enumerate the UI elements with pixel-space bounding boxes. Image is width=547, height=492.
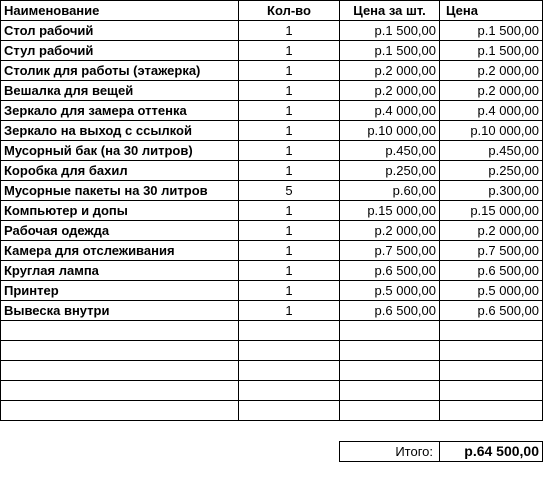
- item-qty-cell[interactable]: 1: [239, 81, 340, 101]
- item-total-cell[interactable]: р.300,00: [440, 181, 543, 201]
- empty-cell[interactable]: [1, 381, 239, 401]
- header-name[interactable]: Наименование: [1, 1, 239, 21]
- item-total-cell[interactable]: р.2 000,00: [440, 221, 543, 241]
- empty-row: [1, 361, 543, 381]
- item-name-cell[interactable]: Вывеска внутри: [1, 301, 239, 321]
- summary-label[interactable]: Итого:: [340, 442, 440, 462]
- empty-cell[interactable]: [340, 361, 440, 381]
- header-qty[interactable]: Кол-во: [239, 1, 340, 21]
- empty-cell[interactable]: [1, 401, 239, 421]
- table-row: [1, 181, 543, 201]
- empty-cell[interactable]: [239, 341, 340, 361]
- item-qty-cell[interactable]: 1: [239, 241, 340, 261]
- item-total-cell[interactable]: р.10 000,00: [440, 121, 543, 141]
- empty-row: [1, 381, 543, 401]
- item-name-cell[interactable]: Зеркало на выход с ссылкой: [1, 121, 239, 141]
- item-unit-price-cell[interactable]: р.1 500,00: [340, 41, 440, 61]
- table-row: [1, 161, 543, 181]
- empty-cell[interactable]: [239, 381, 340, 401]
- item-total-cell[interactable]: р.450,00: [440, 141, 543, 161]
- item-name-cell[interactable]: Круглая лампа: [1, 261, 239, 281]
- table-row: [1, 141, 543, 161]
- empty-cell[interactable]: [239, 321, 340, 341]
- item-name-cell[interactable]: Столик для работы (этажерка): [1, 61, 239, 81]
- item-qty-cell[interactable]: 1: [239, 101, 340, 121]
- item-unit-price-cell[interactable]: р.450,00: [340, 141, 440, 161]
- item-total-cell[interactable]: р.6 500,00: [440, 261, 543, 281]
- item-qty-cell[interactable]: 1: [239, 281, 340, 301]
- empty-cell[interactable]: [440, 381, 543, 401]
- item-total-cell[interactable]: р.1 500,00: [440, 21, 543, 41]
- header-unit-price[interactable]: Цена за шт.: [340, 1, 440, 21]
- item-qty-cell[interactable]: 1: [239, 61, 340, 81]
- empty-row: [1, 321, 543, 341]
- table-row: [1, 301, 543, 321]
- spacer-cell: [1, 421, 239, 442]
- item-name-cell[interactable]: Камера для отслеживания: [1, 241, 239, 261]
- empty-cell[interactable]: [239, 401, 340, 421]
- empty-cell[interactable]: [239, 361, 340, 381]
- item-name-cell[interactable]: Зеркало для замера оттенка: [1, 101, 239, 121]
- item-unit-price-cell[interactable]: р.7 500,00: [340, 241, 440, 261]
- item-qty-cell[interactable]: 1: [239, 21, 340, 41]
- empty-row: [1, 341, 543, 361]
- item-total-cell[interactable]: р.250,00: [440, 161, 543, 181]
- table-row: [1, 261, 543, 281]
- item-name-cell[interactable]: Вешалка для вещей: [1, 81, 239, 101]
- table-row: [1, 221, 543, 241]
- item-qty-cell[interactable]: 1: [239, 301, 340, 321]
- empty-row: [1, 401, 543, 421]
- item-qty-cell[interactable]: 1: [239, 261, 340, 281]
- empty-cell[interactable]: [1, 341, 239, 361]
- empty-cell[interactable]: [440, 401, 543, 421]
- item-name-cell[interactable]: Мусорные пакеты на 30 литров: [1, 181, 239, 201]
- item-name-cell[interactable]: Стол рабочий: [1, 21, 239, 41]
- item-total-cell[interactable]: р.2 000,00: [440, 61, 543, 81]
- item-qty-cell[interactable]: 5: [239, 181, 340, 201]
- item-unit-price-cell[interactable]: р.250,00: [340, 161, 440, 181]
- empty-cell[interactable]: [340, 321, 440, 341]
- spacer-cell: [440, 421, 543, 442]
- table-row: [1, 81, 543, 101]
- item-qty-cell[interactable]: 1: [239, 161, 340, 181]
- empty-cell[interactable]: [340, 341, 440, 361]
- item-name-cell[interactable]: Рабочая одежда: [1, 221, 239, 241]
- spacer-row: [1, 421, 543, 442]
- item-name-cell[interactable]: Компьютер и допы: [1, 201, 239, 221]
- item-name-cell[interactable]: Коробка для бахил: [1, 161, 239, 181]
- table-row: [1, 281, 543, 301]
- empty-cell[interactable]: [440, 341, 543, 361]
- empty-cell[interactable]: [1, 361, 239, 381]
- summary-total-value[interactable]: р.64 500,00: [440, 442, 543, 462]
- item-unit-price-cell[interactable]: р.6 500,00: [340, 301, 440, 321]
- spacer-cell: [340, 421, 440, 442]
- item-unit-price-cell[interactable]: р.2 000,00: [340, 221, 440, 241]
- summary-blank-cell: [1, 442, 239, 462]
- item-qty-cell[interactable]: 1: [239, 201, 340, 221]
- spacer-cell: [239, 421, 340, 442]
- table-row: [1, 101, 543, 121]
- header-row: [1, 1, 543, 21]
- item-unit-price-cell[interactable]: р.60,00: [340, 181, 440, 201]
- empty-cell[interactable]: [340, 381, 440, 401]
- item-name-cell[interactable]: Принтер: [1, 281, 239, 301]
- item-total-cell[interactable]: р.6 500,00: [440, 301, 543, 321]
- item-qty-cell[interactable]: 1: [239, 41, 340, 61]
- header-total[interactable]: Цена: [440, 1, 543, 21]
- table-row: [1, 201, 543, 221]
- item-total-cell[interactable]: р.15 000,00: [440, 201, 543, 221]
- table-row: [1, 121, 543, 141]
- item-unit-price-cell[interactable]: р.2 000,00: [340, 81, 440, 101]
- item-unit-price-cell[interactable]: р.1 500,00: [340, 21, 440, 41]
- item-unit-price-cell[interactable]: р.6 500,00: [340, 261, 440, 281]
- item-unit-price-cell[interactable]: р.15 000,00: [340, 201, 440, 221]
- table-row: [1, 41, 543, 61]
- item-total-cell[interactable]: р.7 500,00: [440, 241, 543, 261]
- empty-cell[interactable]: [440, 361, 543, 381]
- empty-cell[interactable]: [1, 321, 239, 341]
- table-row: [1, 61, 543, 81]
- table-row: [1, 241, 543, 261]
- item-unit-price-cell[interactable]: р.4 000,00: [340, 101, 440, 121]
- item-qty-cell[interactable]: 1: [239, 141, 340, 161]
- empty-cell[interactable]: [340, 401, 440, 421]
- item-total-cell[interactable]: р.5 000,00: [440, 281, 543, 301]
- item-name-cell[interactable]: Мусорный бак (на 30 литров): [1, 141, 239, 161]
- summary-blank-cell: [239, 442, 340, 462]
- empty-cell[interactable]: [440, 321, 543, 341]
- item-total-cell[interactable]: р.1 500,00: [440, 41, 543, 61]
- item-unit-price-cell[interactable]: р.2 000,00: [340, 61, 440, 81]
- table-row: [1, 21, 543, 41]
- item-unit-price-cell[interactable]: р.10 000,00: [340, 121, 440, 141]
- item-qty-cell[interactable]: 1: [239, 221, 340, 241]
- item-unit-price-cell[interactable]: р.5 000,00: [340, 281, 440, 301]
- item-qty-cell[interactable]: 1: [239, 121, 340, 141]
- item-total-cell[interactable]: р.4 000,00: [440, 101, 543, 121]
- summary-row: [1, 442, 543, 462]
- item-total-cell[interactable]: р.2 000,00: [440, 81, 543, 101]
- item-name-cell[interactable]: Стул рабочий: [1, 41, 239, 61]
